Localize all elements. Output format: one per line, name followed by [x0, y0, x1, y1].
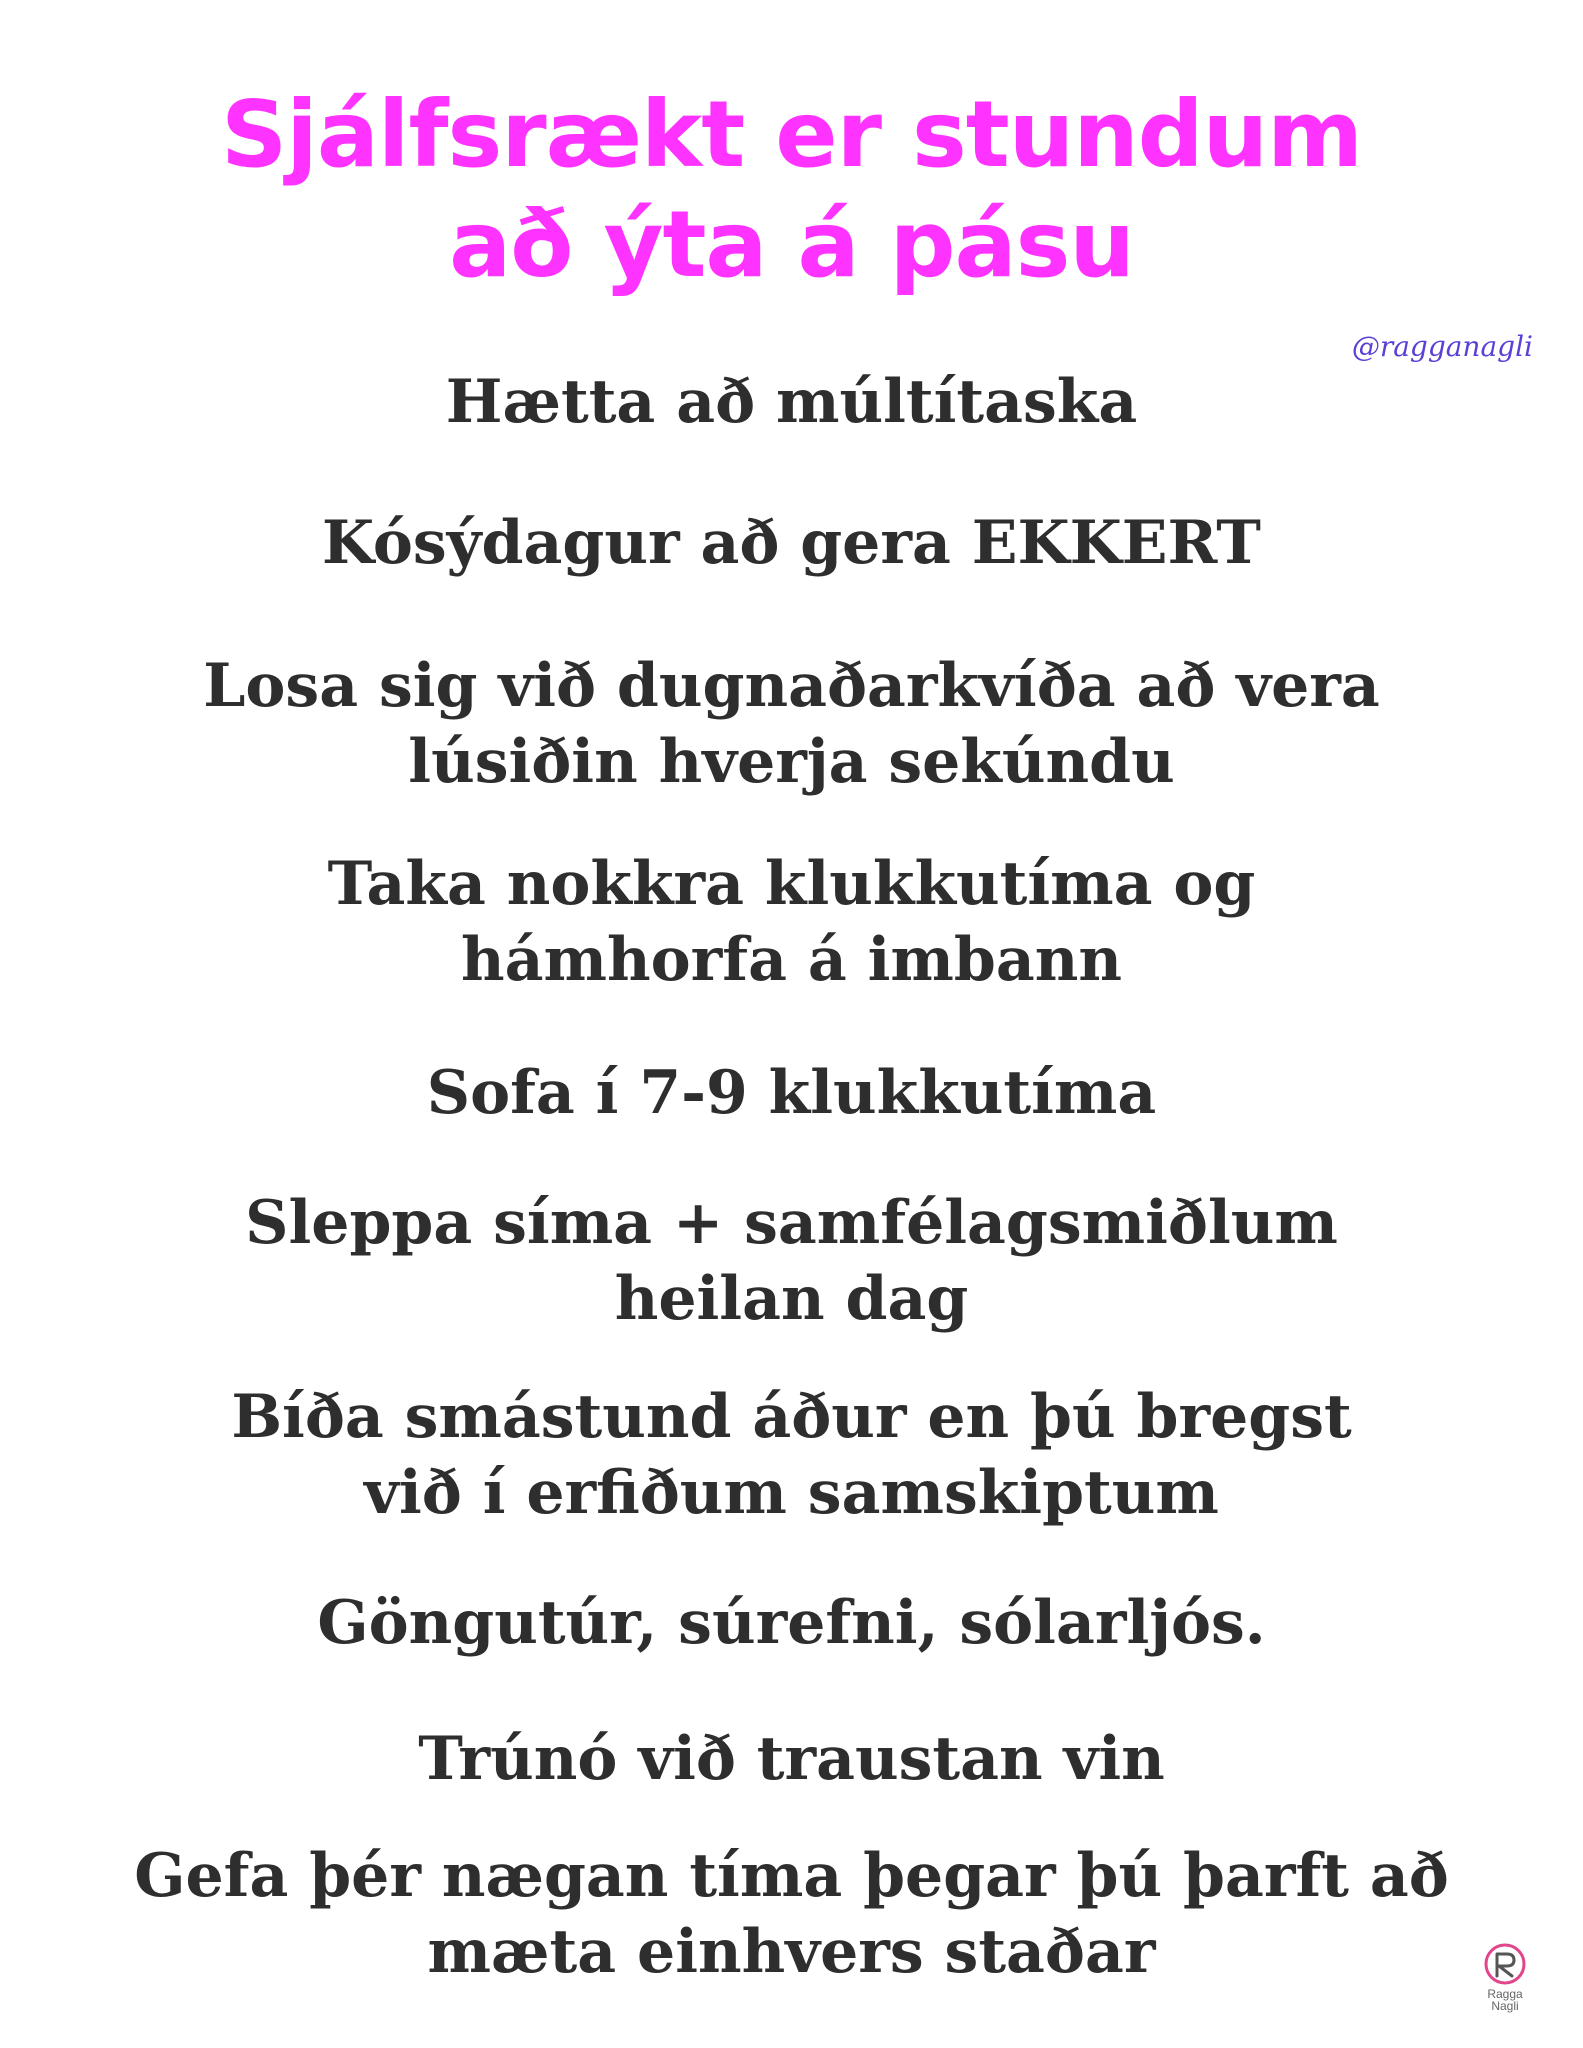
logo-text-line: Ragga — [1487, 1987, 1523, 2001]
list-item — [0, 846, 1583, 998]
list-item-line: Bíða smástund áður en þú bregst — [231, 1382, 1352, 1452]
list-item-line: Taka nokkra klukkutíma og — [327, 849, 1256, 919]
list-item-line: Sofa í 7-9 klukkutíma — [426, 1058, 1157, 1128]
list-item-line: mæta einhvers staðar — [427, 1917, 1156, 1987]
list-item — [0, 1585, 1583, 1661]
list-item — [0, 1379, 1583, 1531]
logo-text-line: Nagli — [1491, 1999, 1519, 2013]
ragga-nagli-logo-icon — [1481, 1940, 1529, 1988]
page-title-line-1: Sjálfsrækt er stundum — [221, 81, 1362, 188]
page-title — [0, 80, 1583, 300]
list-item-line: Sleppa síma + samfélagsmiðlum — [245, 1188, 1338, 1258]
list-item-line: Gefa þér nægan tíma þegar þú þarft að — [134, 1841, 1449, 1911]
brand-logo — [1475, 1940, 1535, 2012]
list-item-line: Hætta að múltítaska — [445, 367, 1138, 437]
list-item-line: heilan dag — [614, 1264, 969, 1334]
list-item-line: Göngutúr, súrefni, sólarljós. — [317, 1588, 1266, 1658]
list-item — [0, 1185, 1583, 1337]
list-item-line: Trúnó við traustan vin — [418, 1724, 1165, 1794]
logo-text — [1475, 1988, 1535, 2012]
social-handle: @ragganagli — [1351, 330, 1533, 363]
list-item — [0, 505, 1583, 581]
list-item — [0, 1055, 1583, 1131]
list-item — [0, 1721, 1583, 1797]
list-item-line: hámhorfa á imbann — [461, 925, 1122, 995]
list-item — [0, 648, 1583, 800]
list-item-line: Losa sig við dugnaðarkvíða að vera — [203, 651, 1380, 721]
page-title-line-2: að ýta á pásu — [449, 191, 1134, 298]
list-item-line: lúsiðin hverja sekúndu — [408, 727, 1175, 797]
list-item-line: við í erfiðum samskiptum — [364, 1458, 1219, 1528]
list-item-line: Kósýdagur að gera EKKERT — [322, 508, 1261, 578]
list-item — [0, 364, 1583, 440]
list-item — [0, 1838, 1583, 1990]
